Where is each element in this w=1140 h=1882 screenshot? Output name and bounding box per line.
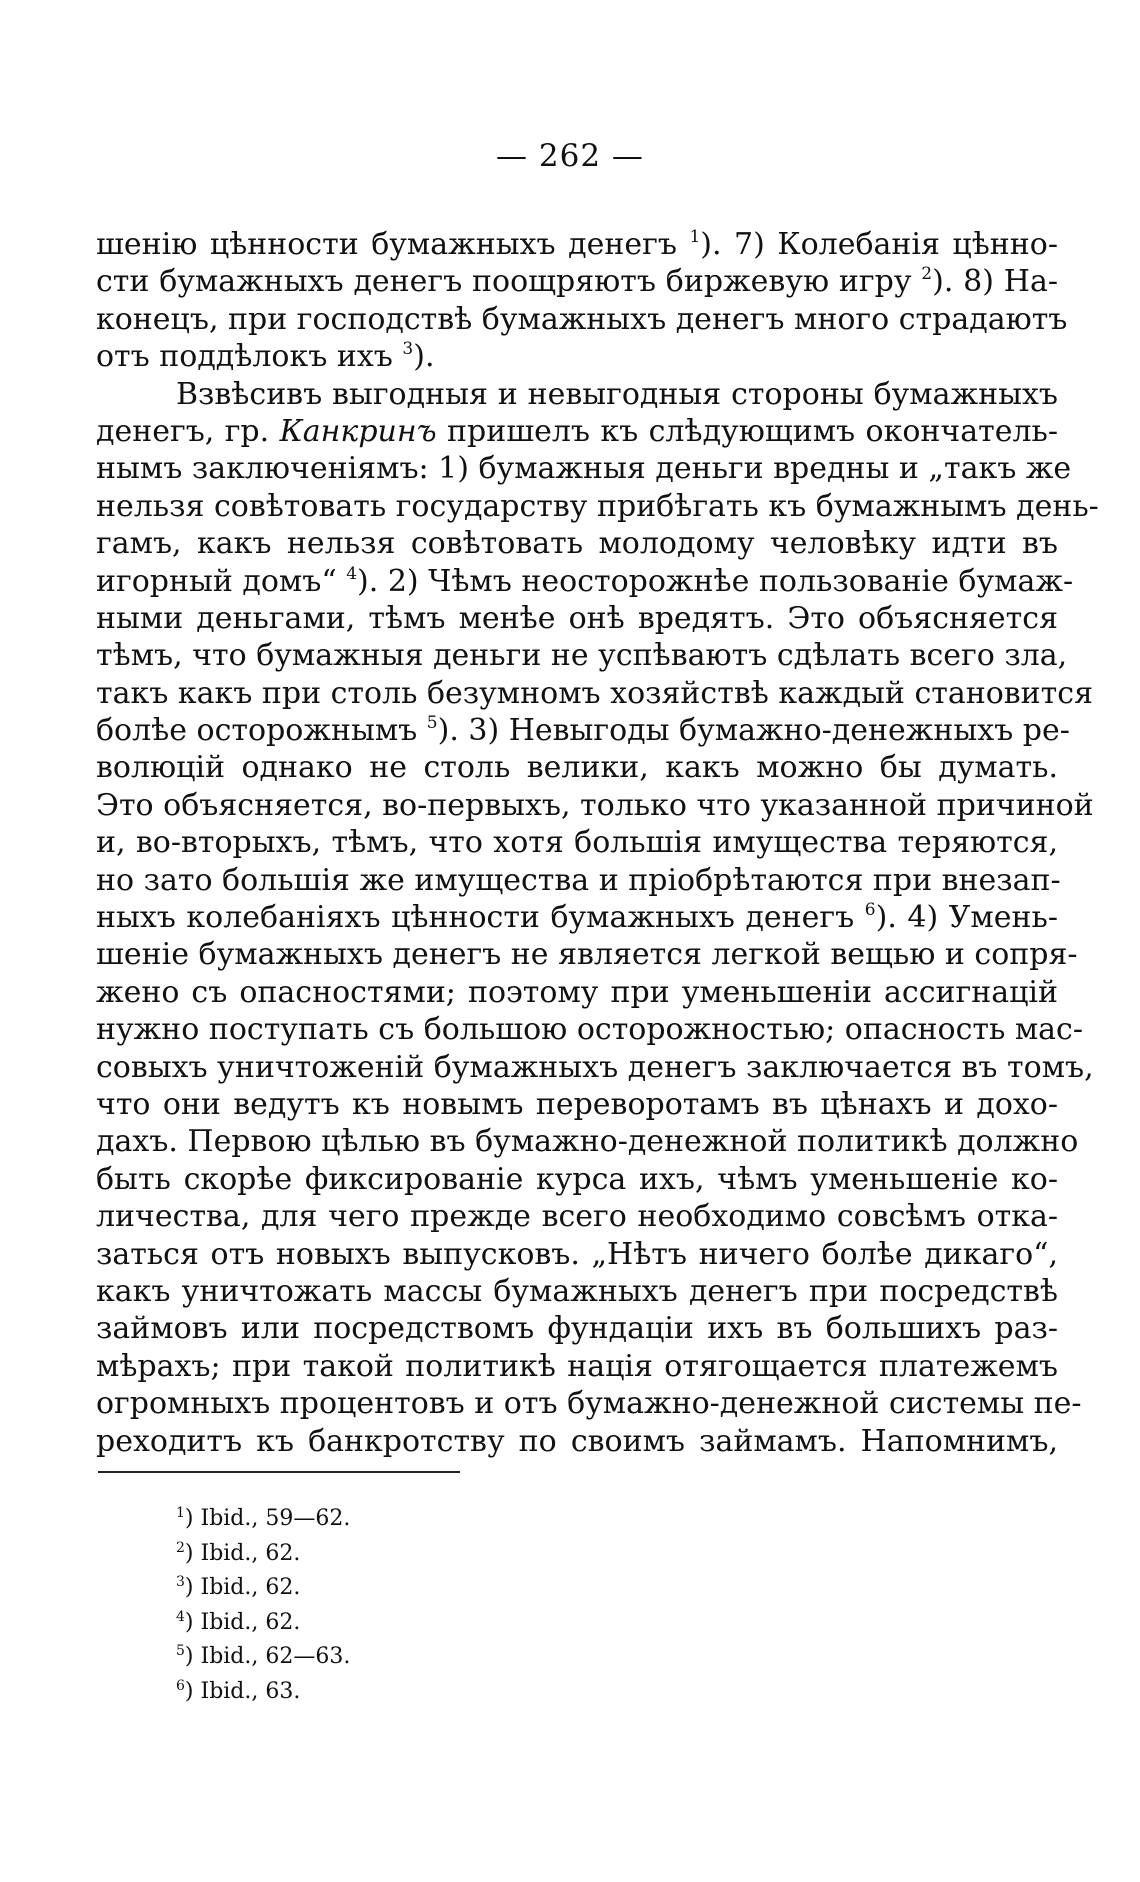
- text-line: гамъ, какъ нельзя совѣтовать молодому человѣку идти въ: [96, 526, 1058, 562]
- text-line: реходитъ къ банкротству по своимъ займамъ. Напомнимъ,: [96, 1423, 1058, 1459]
- footnote: $^3$) Ibid., 62.: [176, 1574, 301, 1601]
- text-line: Взвѣсивъ выгодныя и невыгодныя стороны бумажныхъ: [176, 376, 1058, 412]
- text-line: ныхъ колебаніяхъ цѣнности бумажныхъ денегъ $^6$). 4) Умень-: [96, 900, 1058, 936]
- text-line: игорный домъ“ $^4$). 2) Чѣмъ неосторожнѣе пользованіе бумаж-: [96, 563, 1074, 599]
- text-line: конецъ, при господствѣ бумажныхъ денегъ много страдаютъ: [96, 301, 1068, 337]
- page-number: — 262 —: [496, 138, 644, 174]
- text-line: волюцій однако не столь велики, какъ можно бы думать.: [96, 750, 1058, 786]
- text-line: сти бумажныхъ денегъ поощряютъ биржевую игру $^2$). 8) На-: [96, 264, 1058, 300]
- text-line: жено съ опасностями; поэтому при уменьшеніи ассигнацій: [96, 974, 1058, 1010]
- footnote: $^1$) Ibid., 59—62.: [176, 1505, 351, 1531]
- footnote-ref: 4: [346, 563, 358, 584]
- text-line: отъ поддѣлокъ ихъ $^3$).: [96, 339, 435, 375]
- text-line: болѣе осторожнымъ $^5$). 3) Невыгоды бумажно-денежныхъ ре-: [96, 713, 1070, 749]
- text-line: нужно поступать съ большою осторожностью; опасность мас-: [96, 1012, 1083, 1048]
- text-line: денегъ, гр. Канкринъ пришелъ къ слѣдующимъ окончатель-: [96, 413, 1058, 449]
- text-line: личества, для чего прежде всего необходимо совсѣмъ отка-: [96, 1199, 1058, 1235]
- text-line: шеніе бумажныхъ денегъ не является легкой вещью и сопря-: [96, 937, 1078, 973]
- text-line: заться отъ новыхъ выпусковъ. „Нѣтъ ничего болѣе дикаго“,: [96, 1236, 1058, 1272]
- footnote-divider: [98, 1471, 460, 1473]
- body-text: [96, 226, 1099, 1460]
- text-line: какъ уничтожать массы бумажныхъ денегъ при посредствѣ: [96, 1273, 1058, 1309]
- footnote: $^5$) Ibid., 62—63.: [176, 1643, 351, 1670]
- footnote: $^4$) Ibid., 62.: [176, 1608, 301, 1635]
- text-line: Это объясняется, во-первыхъ, только что указанной причиной: [96, 787, 1094, 823]
- text-line: и, во-вторыхъ, тѣмъ, что хотя большія имущества теряются,: [96, 825, 1058, 861]
- text-line: нельзя совѣтовать государству прибѣгать къ бумажнымъ день-: [96, 488, 1099, 524]
- footnote-ref: 1: [689, 227, 701, 247]
- footnote: $^6$) Ibid., 63.: [176, 1677, 301, 1704]
- footnotes: [176, 1502, 350, 1710]
- text-line: нымъ заключеніямъ: 1) бумажныя деньги вредны и „такъ же: [96, 451, 1072, 487]
- text-line: но зато большія же имущества и пріобрѣтаются при внезап-: [96, 862, 1061, 898]
- text-line: ными деньгами, тѣмъ менѣе онѣ вредятъ. Это объясняется: [96, 600, 1058, 636]
- text-line: что они ведутъ къ новымъ переворотамъ въ цѣнахъ и дохо-: [96, 1086, 1058, 1122]
- text-line: такъ какъ при столь безумномъ хозяйствѣ каждый становится: [96, 675, 1094, 711]
- footnote-ref: 2: [921, 264, 933, 285]
- text-line: быть скорѣе фиксированіе курса ихъ, чѣмъ уменьшеніе ко-: [96, 1161, 1058, 1197]
- text-line: дахъ. Первою цѣлью въ бумажно-денежной политикѣ должно: [96, 1124, 1079, 1160]
- text-line: тѣмъ, что бумажныя деньги не успѣваютъ сдѣлать всего зла,: [96, 638, 1068, 674]
- footnote-ref: 3: [402, 339, 414, 360]
- person-name: Канкринъ: [279, 413, 437, 449]
- footnote-ref: 5: [426, 713, 438, 734]
- text-line: мѣрахъ; при такой политикѣ нація отягощается платежемъ: [96, 1348, 1058, 1384]
- text-line: огромныхъ процентовъ и отъ бумажно-денежной системы пе-: [96, 1386, 1082, 1422]
- text-line: совыхъ уничтоженій бумажныхъ денегъ заключается въ томъ,: [96, 1049, 1094, 1085]
- footnote-ref: 6: [864, 900, 876, 921]
- text-line: шенію цѣнности бумажныхъ денегъ $^1$). 7) Колебанія цѣнно-: [96, 227, 1058, 262]
- text-line: займовъ или посредствомъ фундаціи ихъ въ большихъ раз-: [96, 1311, 1058, 1347]
- footnote: $^2$) Ibid., 62.: [176, 1539, 301, 1566]
